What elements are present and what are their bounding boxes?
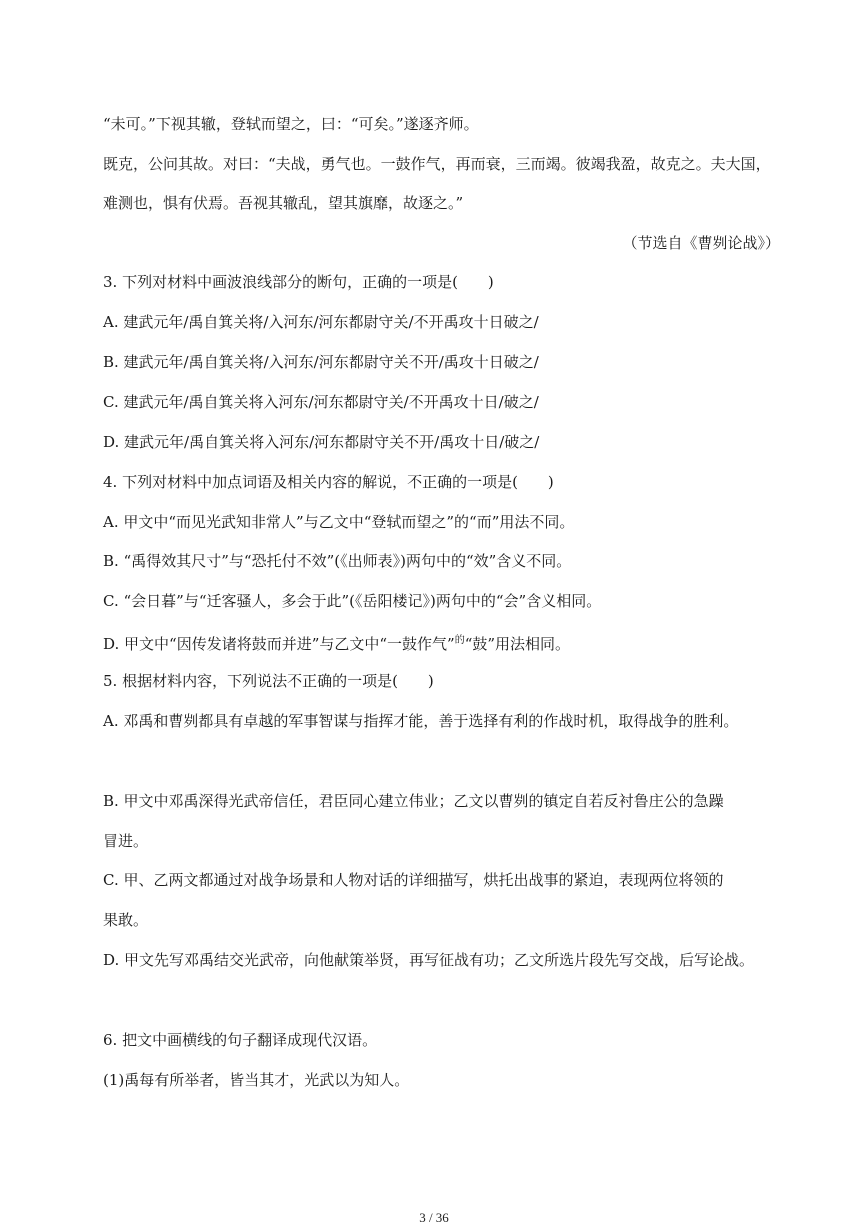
question-6-stem: 6. 把文中画横线的句子翻译成现代汉语。 bbox=[103, 1031, 378, 1049]
question-5-option-c-line-1: C. 甲、乙两文都通过对战争场景和人物对话的详细描写，烘托出战事的紧迫，表现两位将领的 bbox=[103, 871, 724, 889]
page-number: 3 / 36 bbox=[419, 1210, 449, 1225]
passage-line-2: 既克，公问其故。对曰：“夫战，勇气也。一鼓作气，再而衰，三而竭。彼竭我盈，故克之。夫大国， bbox=[103, 155, 771, 173]
question-6-item-1: (1)禹每有所举者，皆当其才，光武以为知人。 bbox=[103, 1071, 410, 1089]
question-5-option-b-line-2: 冒进。 bbox=[103, 832, 149, 850]
passage-line-3: 难测也，惧有伏焉。吾视其辙乱，望其旗靡，故逐之。” bbox=[103, 194, 464, 212]
question-4-option-d bbox=[103, 630, 570, 655]
passage-line-1: “未可。”下视其辙，登轼而望之，曰：“可矣。”遂逐齐师。 bbox=[103, 115, 479, 133]
question-4-option-d-text-end: “鼓”用法相同。 bbox=[464, 635, 571, 653]
question-5-option-a: A. 邓禹和曹刿都具有卓越的军事智谋与指挥才能，善于选择有利的作战时机，取得战争的胜利。 bbox=[103, 712, 739, 730]
question-3-option-b: B. 建武元年/禹自箕关将/入河东/河东都尉守关不开/禹攻十日破之/ bbox=[103, 353, 539, 371]
question-5-option-b-line-1: B. 甲文中邓禹深得光武帝信任，君臣同心建立伟业；乙文以曹刿的镇定自若反衬鲁庄公的急躁 bbox=[103, 792, 724, 810]
question-5-option-c-line-2: 果敢。 bbox=[103, 911, 149, 929]
question-4-option-c: C. “会日暮”与“迁客骚人，多会于此”(《岳阳楼记》)两句中的“会”含义相同。 bbox=[103, 592, 602, 610]
question-4-option-b: B. “禹得效其尺寸”与“恐托付不效”(《出师表》)两句中的“效”含义不同。 bbox=[103, 552, 572, 570]
question-5-option-d: D. 甲文先写邓禹结交光武帝，向他献策举贤，再写征战有功；乙文所选片段先写交战，后写论战。 bbox=[103, 951, 755, 969]
question-3-stem: 3. 下列对材料中画波浪线部分的断句，正确的一项是( ) bbox=[103, 273, 494, 291]
question-3-option-a: A. 建武元年/禹自箕关将/入河东/河东都尉守关/不开禹攻十日破之/ bbox=[103, 313, 539, 331]
question-5-stem: 5. 根据材料内容，下列说法不正确的一项是( ) bbox=[103, 672, 434, 690]
question-3-option-c: C. 建武元年/禹自箕关将入河东/河东都尉守关/不开禹攻十日/破之/ bbox=[103, 393, 539, 411]
passage-source: （节选自《曹刿论战》） bbox=[622, 234, 780, 252]
question-4-stem: 4. 下列对材料中加点词语及相关内容的解说，不正确的一项是( ) bbox=[103, 473, 554, 491]
question-4-option-d-superscript: 的 bbox=[454, 635, 465, 646]
question-3-option-d: D. 建武元年/禹自箕关将入河东/河东都尉守关不开/禹攻十日/破之/ bbox=[103, 433, 540, 451]
question-4-option-d-text: D. 甲文中“因传发诸将鼓而并进”与乙文中“一鼓作气” bbox=[103, 635, 455, 653]
question-4-option-a: A. 甲文中“而见光武知非常人”与乙文中“登轼而望之”的“而”用法不同。 bbox=[103, 513, 575, 531]
